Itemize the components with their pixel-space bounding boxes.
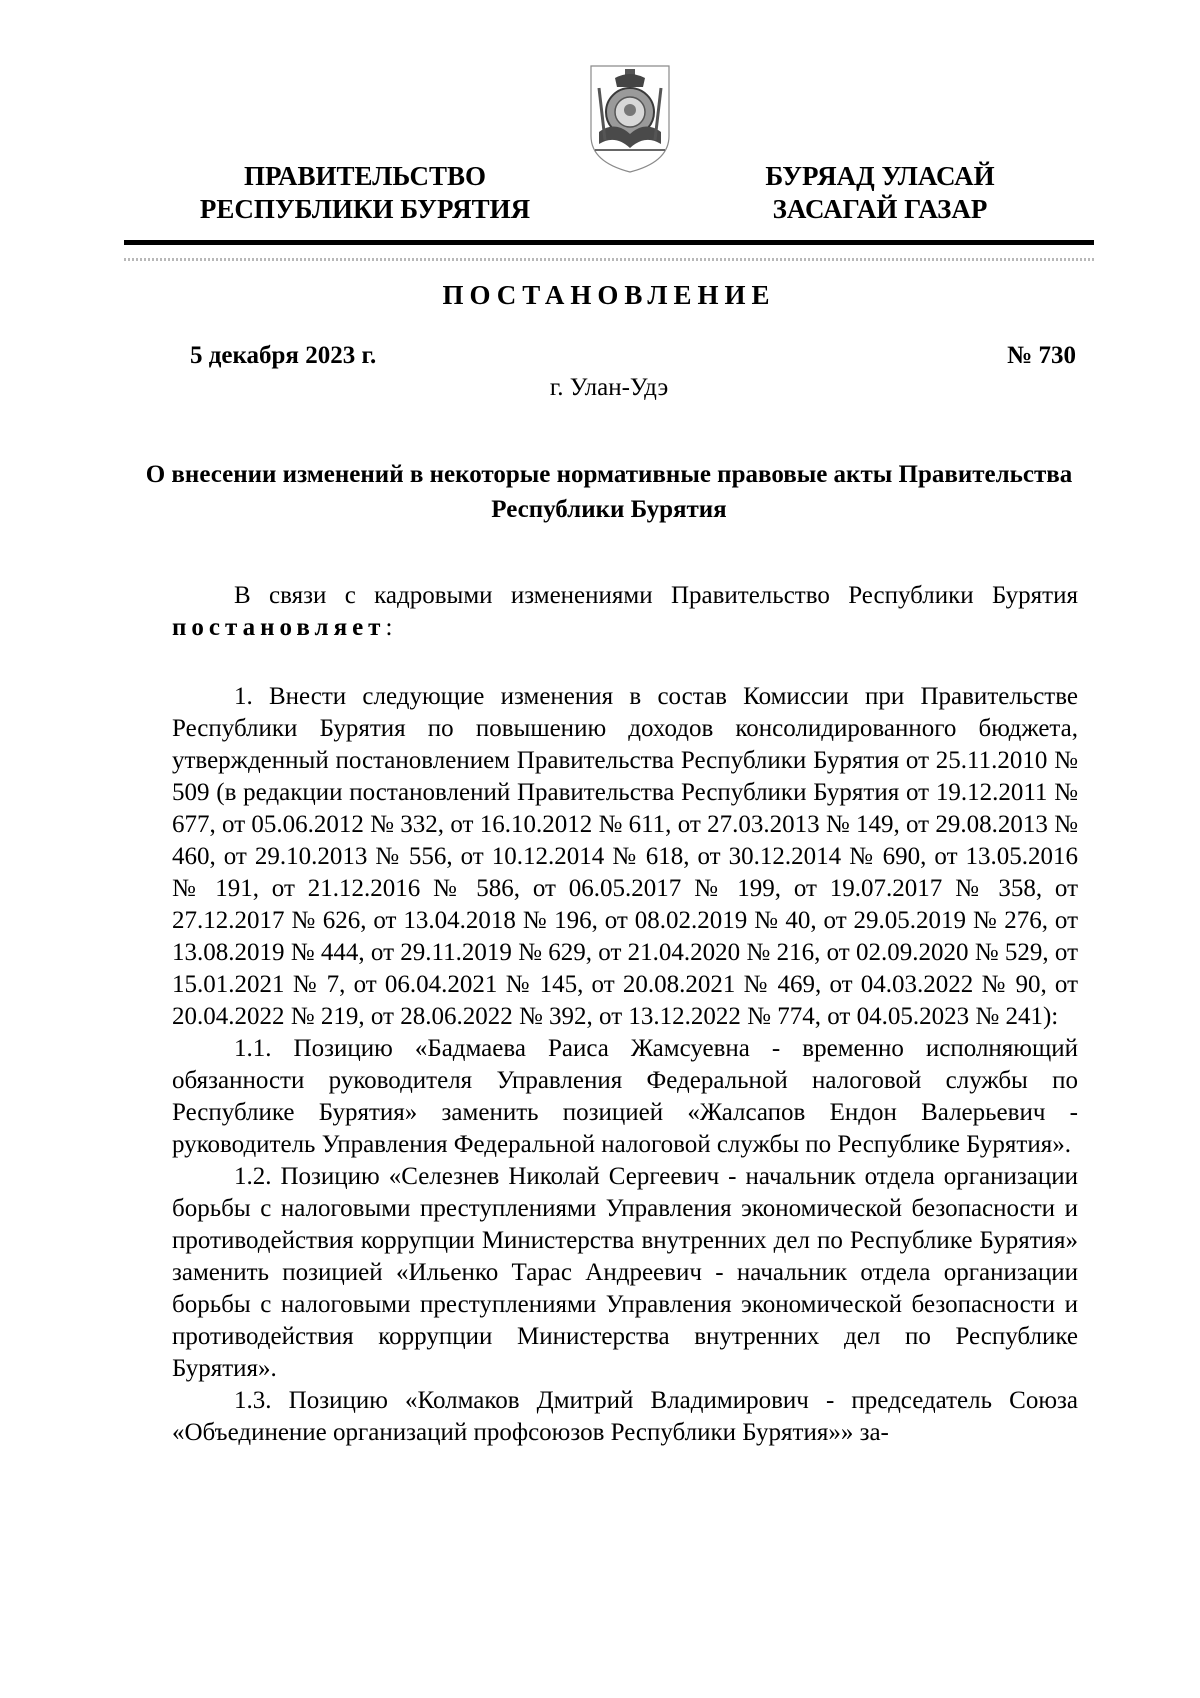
document-number: № 730	[1007, 342, 1076, 369]
document-title: ПОСТАНОВЛЕНИЕ	[442, 280, 776, 310]
intro-colon: :	[385, 614, 393, 641]
header-divider-thick	[124, 240, 1094, 245]
government-name-buryat-line-1: БУРЯАД УЛАСАЙ	[765, 161, 995, 191]
government-name-buryat-line-2: ЗАСАГАЙ ГАЗАР	[772, 194, 988, 224]
document-body	[172, 580, 1078, 1449]
document-city: г. Улан-Удэ	[549, 374, 669, 401]
government-name-line-2: РЕСПУБЛИКИ БУРЯТИЯ	[199, 194, 531, 224]
paragraph-1-1: 1.1. Позицию «Бадмаева Раиса Жамсуевна - временно исполняющий обязанности руководителя Управления Федеральной налоговой службы по Республике Бурятия» заменить позицией «Жалсапов Ендон Валерьевич - руководитель Управления Федеральной налоговой службы по Республике Бурятия».	[172, 1035, 1078, 1158]
header-divider-thin	[124, 258, 1094, 261]
document-subject: О внесении изменений в некоторые нормативные правовые акты Правительства Республики Бурятия	[145, 461, 1073, 523]
government-name-russian	[165, 160, 565, 226]
intro-paragraph	[172, 580, 1078, 644]
paragraph-1-2: 1.2. Позицию «Селезнев Николай Сергеевич - начальник отдела организации борьбы с налоговыми преступлениями Управления экономической безопасности и противодействия коррупции Министерства внутренних дел по Республике Бурятия» заменить позицией «Ильенко Тарас Андреевич - начальник отдела организации борьбы с налоговыми преступлениями Управления экономической безопасности и противодействия коррупции Министерства внутренних дел по Республике Бурятия».	[172, 1163, 1078, 1382]
paragraph-1: 1. Внести следующие изменения в состав Комиссии при Правительстве Республики Бурятия по повышению доходов консолидированного бюджета, утвержденный постановлением Правительства Республики Бурятия от 25.11.2010 № 509 (в редакции постановлений Правительства Республики Бурятия от 19.12.2011 № 677, от 05.06.2012 № 332, от 16.10.2012 № 611, от 27.03.2013 № 149, от 29.08.2013 № 460, от 29.10.2013 № 556, от 10.12.2014 № 618, от 30.12.2014 № 690, от 13.05.2016 № 191, от 21.12.2016 № 586, от 06.05.2017 № 199, от 19.07.2017 № 358, от 27.12.2017 № 626, от 13.04.2018 № 196, от 08.02.2019 № 40, от 29.05.2019 № 276, от 13.08.2019 № 444, от 29.11.2019 № 629, от 21.04.2020 № 216, от 02.09.2020 № 529, от 15.01.2021 № 7, от 06.04.2021 № 145, от 20.08.2021 № 469, от 04.03.2022 № 90, от 20.04.2022 № 219, от 28.06.2022 № 392, от 13.12.2022 № 774, от 04.05.2023 № 241):	[172, 683, 1078, 1030]
coat-of-arms-emblem	[585, 60, 675, 176]
government-name-line-1: ПРАВИТЕЛЬСТВО	[243, 161, 487, 191]
paragraph-1-3: 1.3. Позицию «Колмаков Дмитрий Владимирович - председатель Союза «Объединение организаций профсоюзов Республики Бурятия»» за-	[172, 1387, 1078, 1446]
document-date: 5 декабря 2023 г.	[190, 342, 377, 369]
resolves-word: постановляет	[172, 614, 386, 641]
intro-text: В связи с кадровыми изменениями Правительство Республики Бурятия	[234, 582, 1078, 609]
government-name-buryat	[715, 160, 1045, 226]
